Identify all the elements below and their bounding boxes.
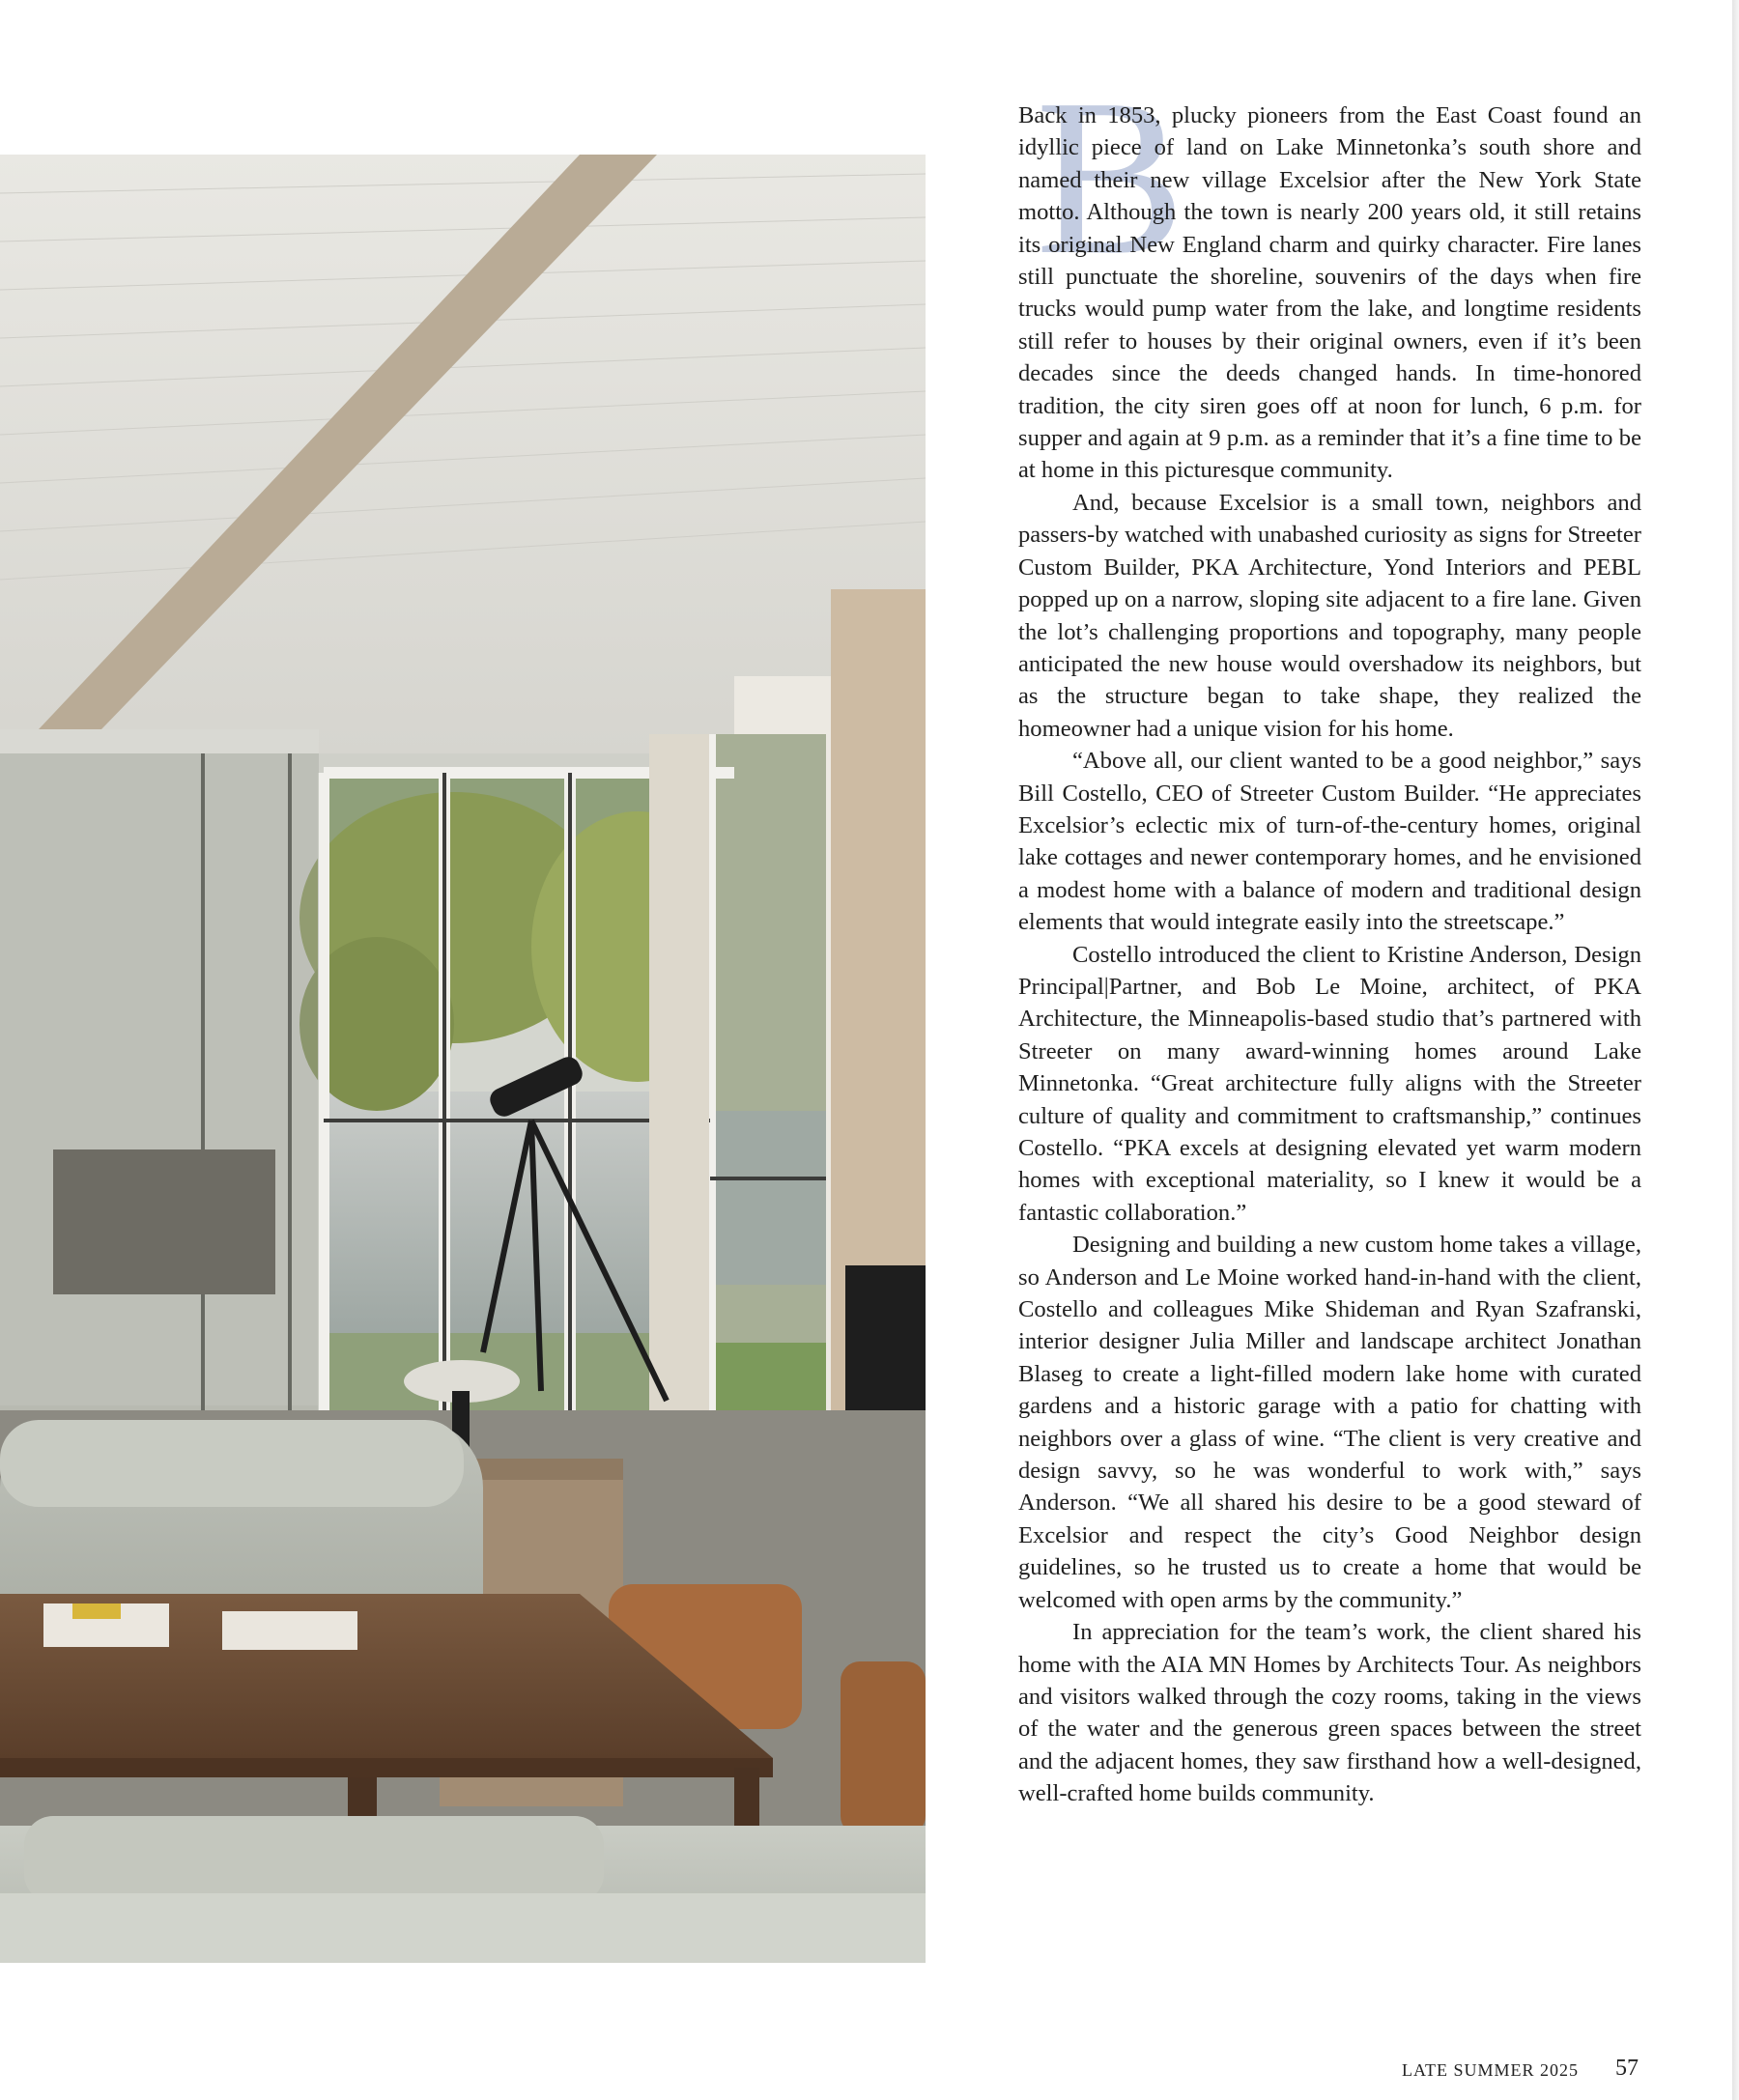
article-paragraph: “Above all, our client wanted to be a good neighbor,” says Bill Costello, CEO of Streeter Custom Builder. “He appreciates Excelsior’s eclectic mix of turn-of-the-century homes, original lake cottages and newer contemporary homes, and he envisioned a modest home with a balance of modern and traditional design elements that would integrate easily into the streetscape.”: [1018, 748, 1641, 936]
article-body: [1018, 99, 1641, 1810]
living-room-lake-view-photo: [0, 155, 926, 1963]
article-paragraph: And, because Excelsior is a small town, neighbors and passers-by watched with unabashed curiosity as signs for Streeter Custom Builder, PKA Architecture, Yond Interiors and PEBL popped up on a narrow, sloping site adjacent to a fire lane. Given the lot’s challenging proportions and topography, many people anticipated the new house would overshadow its neighbors, but as the structure began to take shape, they realized the homeowner had a unique vision for his home.: [1018, 489, 1641, 742]
issue-label: LATE SUMMER 2025: [1402, 2060, 1580, 2080]
article-paragraph: In appreciation for the team’s work, the client shared his home with the AIA MN Homes by Architects Tour. As neighbors and visitors walked through the cozy rooms, taking in the views of the water and the generous green spaces between the street and the adjacent homes, they saw firsthand how a well-designed, well-crafted home builds community.: [1018, 1619, 1641, 1807]
page-edge: [1732, 0, 1739, 2100]
drop-cap: B: [1036, 53, 1185, 301]
living-room-photo: [0, 155, 926, 1963]
article-paragraph: Costello introduced the client to Kristine Anderson, Design Principal|Partner, and Bob Le Moine, architect, of PKA Architecture, the Minneapolis-based studio that’s partnered with Streeter on many award-winning homes around Lake Minnetonka. “Great architecture fully aligns with the Streeter culture of quality and commitment to craftsmanship,” continues Costello. “PKA excels at designing elevated yet warm modern homes with exceptional materiality, so I knew it would be a fantastic collaboration.”: [1018, 941, 1641, 1226]
article-paragraph: Designing and building a new custom home takes a village, so Anderson and Le Moine worked hand-in-hand with the client, Costello and colleagues Mike Shideman and Ryan Szafranski, interior designer Julia Miller and landscape architect Jonathan Blaseg to create a light-filled modern lake home with curated gardens and a historic garage with a patio for chatting with neighbors over a glass of wine. “The client is very creative and design savvy, so he was wonderful to work with,” says Anderson. “We all shared his desire to be a good steward of Excelsior and respect the city’s Good Neighbor design guidelines, so he trusted us to create a home that would be welcomed with open arms by the community.”: [1018, 1232, 1641, 1613]
page-number: 57: [1615, 2056, 1639, 2081]
article-paragraph: Back in 1853, plucky pioneers from the East Coast found an idyllic piece of land on Lake Minnetonka’s south shore and named their new village Excelsior after the New York State motto. Although the town is nearly 200 years old, it still retains its original New England charm and quirky character. Fire lanes still punctuate the shoreline, souvenirs of the days when fire trucks would pump water from the lake, and longtime residents still refer to houses by their original owners, even if it’s been decades since the deeds changed hands. In time-honored tradition, the city siren goes off at noon for lunch, 6 p.m. for supper and again at 9 p.m. as a reminder that it’s a fine time to be at home in this picturesque community.: [1018, 102, 1641, 484]
